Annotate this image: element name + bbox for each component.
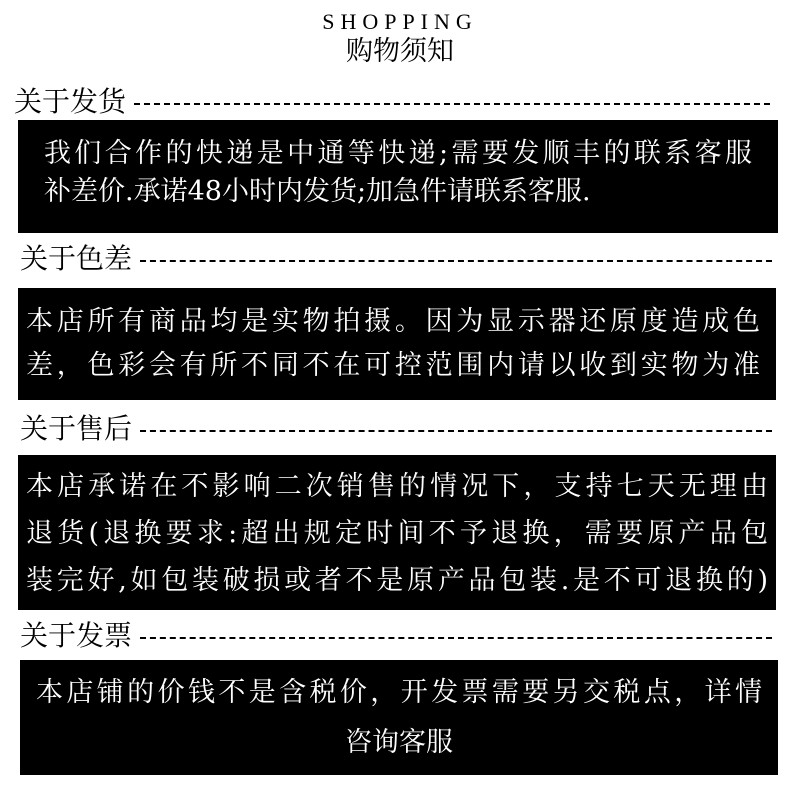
section-body-line: 本店铺的价钱不是含税价，开发票需要另交税点，详情 <box>36 677 762 708</box>
dashed-divider <box>134 103 770 105</box>
section-body-color-difference <box>18 288 776 400</box>
section-heading-label: 关于售后 <box>20 412 133 445</box>
section-heading-color-difference <box>20 241 772 277</box>
section-body-line: 咨询客服 <box>345 727 453 758</box>
section-heading-label: 关于发票 <box>20 619 133 652</box>
dashed-divider <box>140 260 772 262</box>
section-body-after-sales <box>18 455 776 610</box>
page-title: 购物须知 <box>346 36 454 67</box>
dashed-divider <box>140 637 772 639</box>
section-heading-label: 关于色差 <box>20 242 133 275</box>
header-subtitle-en: SHOPPING <box>322 9 478 34</box>
section-body-invoice <box>20 660 778 775</box>
section-body-line: 装完好,如包装破损或者不是原产品包装.是不可退换的) <box>26 565 768 596</box>
section-body-shipping <box>18 120 778 233</box>
section-body-line: 我们合作的快递是中通等快递;需要发顺丰的联系客服 <box>44 138 752 169</box>
section-body-line: 补差价.承诺48小时内发货;加急件请联系客服. <box>44 176 591 207</box>
section-body-line: 本店承诺在不影响二次销售的情况下，支持七天无理由 <box>26 471 768 502</box>
section-heading-shipping <box>14 84 770 120</box>
section-body-line: 退货(退换要求:超出规定时间不予退换，需要原产品包 <box>26 518 768 549</box>
section-heading-invoice <box>20 618 772 654</box>
section-body-line: 本店所有商品均是实物拍摄。因为显示器还原度造成色 <box>26 306 760 337</box>
section-heading-after-sales <box>20 411 772 447</box>
section-body-line: 差，色彩会有所不同不在可控范围内请以收到实物为准 <box>26 350 760 381</box>
dashed-divider <box>140 430 772 432</box>
section-heading-label: 关于发货 <box>14 85 127 118</box>
